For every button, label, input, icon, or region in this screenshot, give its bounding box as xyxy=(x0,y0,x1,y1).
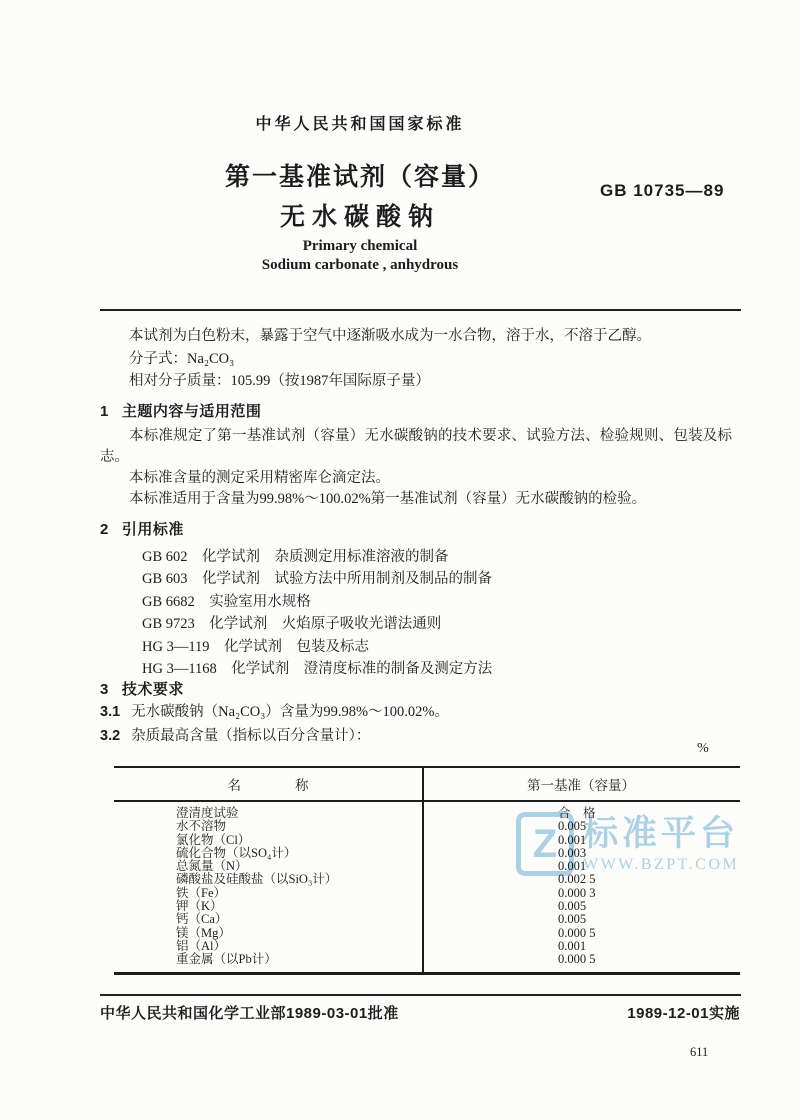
watermark-site-url: WWW.BZPT.COM xyxy=(583,856,740,873)
footer-divider-rule xyxy=(100,994,741,996)
section3-number: 3 xyxy=(100,681,109,698)
page-number: 611 xyxy=(690,1045,709,1059)
table-row: 磷酸盐及硅酸盐（以SiO₃计） 0.002 5 xyxy=(176,872,596,887)
table-header-name: 名 称 xyxy=(227,778,309,793)
approval-statement: 中华人民共和国化学工业部1989-03-01批准 xyxy=(100,1005,399,1022)
table-row: 钾（K） 0.005 xyxy=(176,899,587,914)
clause-3-2 xyxy=(100,725,449,749)
document-title-english-line1: Primary chemical xyxy=(302,238,418,254)
section1-paragraph2: 本标准含量的测定采用精密库仑滴定法。 xyxy=(129,470,390,486)
section1-title: 主题内容与适用范围 xyxy=(121,403,262,420)
table-unit-label: % xyxy=(697,741,709,756)
section3-items xyxy=(100,701,449,748)
intro-paragraph xyxy=(100,325,744,393)
header-divider-rule xyxy=(100,309,741,311)
table-column-divider xyxy=(422,768,424,972)
clause-3-1 xyxy=(100,701,449,725)
section3-heading xyxy=(100,678,184,699)
section2-heading xyxy=(100,518,184,539)
reference-item: GB 602 化学试剂 杂质测定用标准溶液的制备 xyxy=(142,549,449,565)
clause-3-1-text: 无水碳酸钠（Na₂CO₃）含量为99.98%～100.02%。 xyxy=(131,704,449,720)
molecular-formula: 分子式：Na₂CO₃ xyxy=(129,350,235,367)
table-row: 水不溶物 0.005 xyxy=(176,819,587,834)
impurity-limits-table xyxy=(114,766,740,975)
intro-description: 本试剂为白色粉末，暴露于空气中逐渐吸水成为一水合物，溶于水，不溶于乙醇。 xyxy=(129,328,651,344)
reference-item: HG 3—119 化学试剂 包装及标志 xyxy=(142,638,370,655)
table-row: 钙（Ca） 0.005 xyxy=(176,912,587,927)
standard-code: GB 10735—89 xyxy=(600,181,725,200)
section2-number: 2 xyxy=(100,521,109,538)
table-row: 重金属（以Pb计） 0.000 5 xyxy=(176,952,596,967)
section1-heading xyxy=(100,400,261,421)
watermark-site-name: 标准平台 xyxy=(583,814,740,853)
section1-paragraph1: 本标准规定了第一基准试剂（容量）无水碳酸钠的技术要求、试验方法、检验规则、包装及标志。 xyxy=(100,428,732,465)
section1-body xyxy=(100,426,732,510)
reference-list xyxy=(142,546,492,680)
table-row: 镁（Mg） 0.000 5 xyxy=(176,925,596,940)
molecular-weight: 相对分子质量：105.99（按1987年国际原子量） xyxy=(129,373,430,389)
clause-3-2-text: 杂质最高含量（指标以百分含量计）： xyxy=(131,727,371,744)
table-row: 铁（Fe） 0.000 3 xyxy=(176,885,596,900)
table-row: 铝（Al） 0.001 xyxy=(176,938,587,953)
table-row: 氯化物（Cl） 0.001 xyxy=(176,832,587,847)
document-title-english-line2: Sodium carbonate , anhydrous xyxy=(261,257,459,273)
reference-item: HG 3—1168 化学试剂 澄清度标准的制备及测定方法 xyxy=(142,661,493,678)
implementation-date: 1989-12-01实施 xyxy=(627,1005,740,1022)
table-body xyxy=(114,802,740,972)
clause-3-1-number: 3.1 xyxy=(100,704,121,720)
section2-title: 引用标准 xyxy=(121,521,184,538)
standard-authority-label: 中华人民共和国国家标准 xyxy=(255,116,465,133)
table-row: 硫化合物（以SO₄计） 0.003 xyxy=(176,845,587,860)
document-title-line1: 第一基准试剂（容量） xyxy=(224,163,495,191)
document-title-line2: 无水碳酸钠 xyxy=(279,203,440,231)
reference-item: GB 9723 化学试剂 火焰原子吸收光谱法通则 xyxy=(142,616,442,633)
table-header-row xyxy=(114,768,740,802)
section3-title: 技术要求 xyxy=(121,681,184,698)
reference-item: GB 603 化学试剂 试验方法中所用制剂及制品的制备 xyxy=(142,571,493,588)
section1-number: 1 xyxy=(100,403,109,420)
table-row: 总氮量（N） 0.001 xyxy=(176,859,587,874)
watermark-logo-icon: Z xyxy=(516,812,574,876)
clause-3-2-number: 3.2 xyxy=(100,727,121,744)
table-row: 澄清度试验 合 格 xyxy=(176,806,596,820)
section1-paragraph3: 本标准适用于含量为99.98%～100.02%第一基准试剂（容量）无水碳酸钠的检验。 xyxy=(129,491,647,507)
reference-item: GB 6682 实验室用水规格 xyxy=(142,593,311,610)
table-header-spec: 第一基准（容量） xyxy=(527,778,635,793)
